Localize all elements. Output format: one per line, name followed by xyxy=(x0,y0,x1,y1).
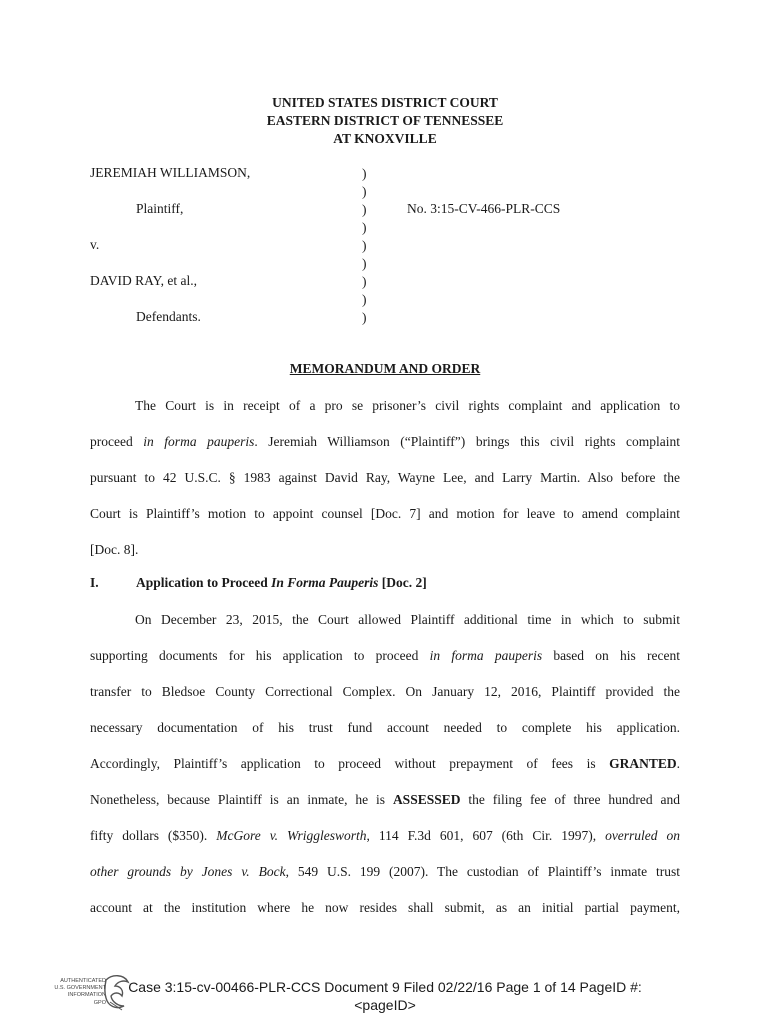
text-line xyxy=(90,424,680,460)
caption-paren: ) xyxy=(362,220,367,235)
text-line: The Court is in receipt of a pro se prisoner’s civil rights complaint and application to xyxy=(135,398,680,413)
italic-span: in forma pauperis xyxy=(143,434,255,449)
caption-paren: ) xyxy=(362,256,367,271)
page-footer xyxy=(0,978,770,1014)
italic-span: McGore v. Wrigglesworth xyxy=(216,828,367,843)
seal-text: GPO xyxy=(93,1000,106,1006)
case-caption xyxy=(90,165,690,325)
text-span: based on his recent xyxy=(542,648,680,663)
section-heading xyxy=(90,575,427,591)
text-line xyxy=(90,746,680,782)
text-line: necessary documentation of his trust fund account needed to complete his application. xyxy=(90,720,680,735)
court-district: EASTERN DISTRICT OF TENNESSEE xyxy=(266,113,504,128)
italic-span: in forma pauperis xyxy=(429,648,543,663)
caption-paren: ) xyxy=(362,292,367,307)
plaintiff-role: Plaintiff, xyxy=(136,201,184,216)
text-line xyxy=(90,854,680,890)
bold-span: ASSESSED xyxy=(392,792,461,807)
text-line xyxy=(90,818,680,854)
text-span: Accordingly, Plaintiff’s application to proceed without prepayment of fees is xyxy=(90,756,610,771)
section-number: I. xyxy=(90,575,99,590)
text-span: Application to Proceed xyxy=(136,575,272,590)
italic-span: other grounds by Jones v. Bock xyxy=(90,864,286,879)
court-name: UNITED STATES DISTRICT COURT xyxy=(272,95,498,110)
pageid-placeholder: <pageID> xyxy=(354,997,416,1013)
text-span: proceed xyxy=(90,434,144,449)
seal-text: AUTHENTICATED xyxy=(60,978,106,984)
text-span: . xyxy=(676,756,680,771)
caption-paren: ) xyxy=(362,184,367,199)
defendant-role: Defendants. xyxy=(136,309,201,324)
text-span: , 114 F.3d 601, 607 (6th Cir. 1997), xyxy=(366,828,606,843)
text-line xyxy=(90,638,680,674)
bold-span: GRANTED xyxy=(609,756,677,771)
text-line: Court is Plaintiff’s motion to appoint counsel [Doc. 7] and motion for leave to amend complaint xyxy=(90,506,680,521)
defendant-name: DAVID RAY, et al., xyxy=(90,273,198,288)
text-line: [Doc. 8]. xyxy=(90,542,139,557)
caption-paren: ) xyxy=(362,238,367,253)
text-span: the filing fee of three hundred and xyxy=(460,792,680,807)
caption-paren-column xyxy=(362,165,367,327)
caption-paren: ) xyxy=(362,274,367,289)
document-title: MEMORANDUM AND ORDER xyxy=(289,361,481,376)
case-footer-line: Case 3:15-cv-00466-PLR-CCS Document 9 Filed 02/22/16 Page 1 of 14 PageID #: xyxy=(128,979,642,995)
italic-span: overruled on xyxy=(605,828,681,843)
plaintiff-name: JEREMIAH WILLIAMSON, xyxy=(90,165,251,180)
text-span: supporting documents for his application to proceed xyxy=(90,648,430,663)
text-span: fifty dollars ($350). xyxy=(90,828,217,843)
text-line: transfer to Bledsoe County Correctional Complex. On January 12, 2016, Plaintiff provided the xyxy=(90,684,680,699)
caption-paren: ) xyxy=(362,166,367,181)
italic-span: In Forma Pauperis xyxy=(271,575,379,590)
section1-paragraph xyxy=(90,602,680,926)
text-line: account at the institution where he now resides shall submit, as an initial partial payment, xyxy=(90,900,680,915)
court-division: AT KNOXVILLE xyxy=(333,131,437,146)
court-header xyxy=(0,94,770,148)
text-span: , 549 U.S. 199 (2007). The custodian of Plaintiff’s inmate trust xyxy=(285,864,680,879)
section-title xyxy=(136,575,427,590)
case-number: No. 3:15-CV-466-PLR-CCS xyxy=(407,201,561,216)
intro-paragraph xyxy=(90,388,680,568)
caption-paren: ) xyxy=(362,202,367,217)
versus: v. xyxy=(90,237,100,252)
text-span: Nonetheless, because Plaintiff is an inmate, he is xyxy=(90,792,393,807)
seal-text: INFORMATION xyxy=(67,992,106,998)
seal-text: U.S. GOVERNMENT xyxy=(54,985,106,991)
caption-paren: ) xyxy=(362,310,367,325)
text-line xyxy=(90,782,680,818)
text-line: On December 23, 2015, the Court allowed Plaintiff additional time in which to submit xyxy=(135,612,680,627)
text-span: [Doc. 2] xyxy=(378,575,427,590)
text-span: . Jeremiah Williamson (“Plaintiff”) brings this civil rights complaint xyxy=(254,434,680,449)
text-line: pursuant to 42 U.S.C. § 1983 against David Ray, Wayne Lee, and Larry Martin. Also before the xyxy=(90,470,680,485)
